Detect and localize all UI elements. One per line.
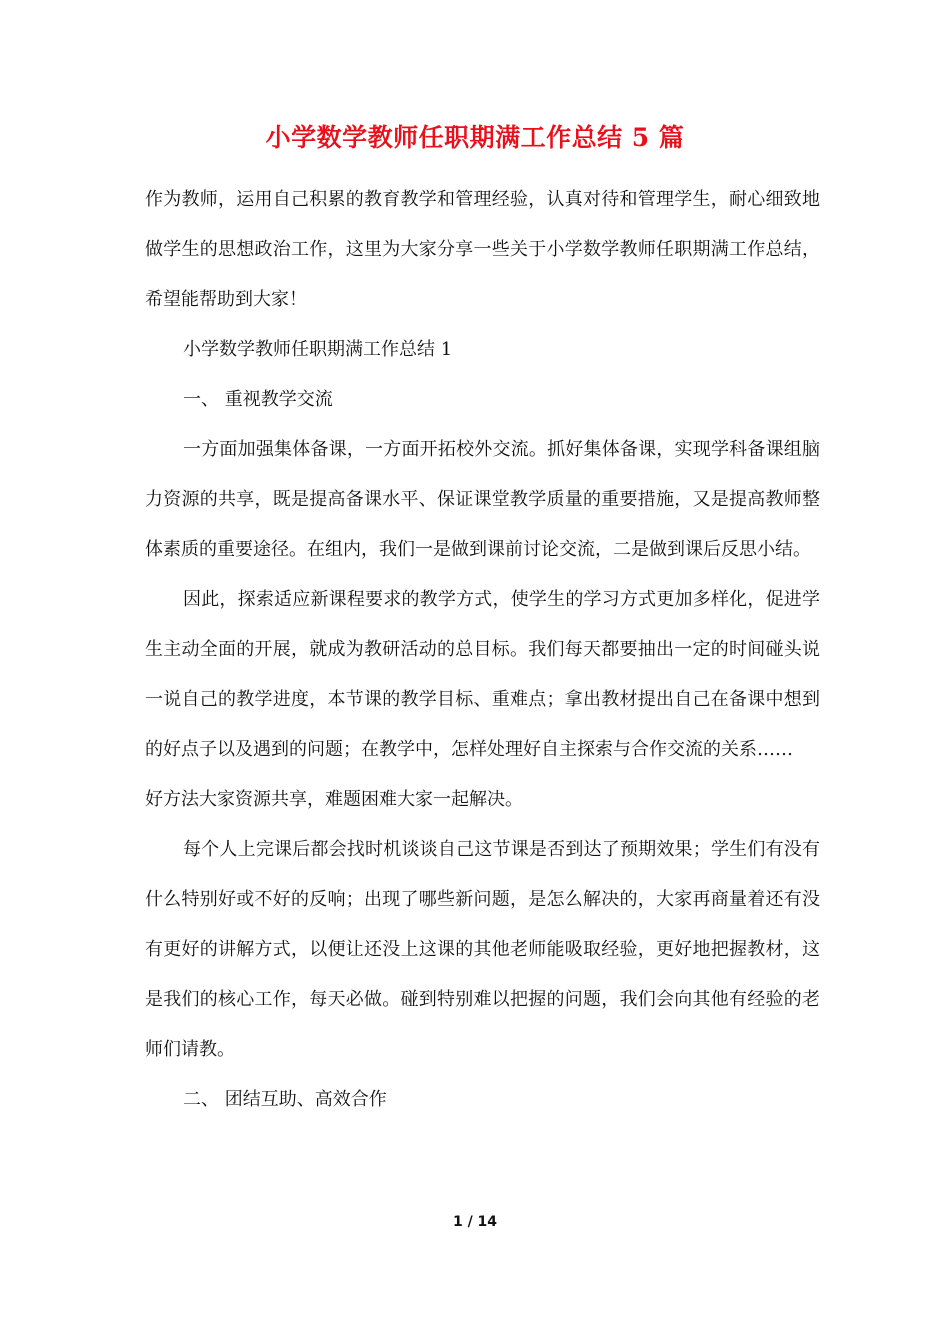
subheading-teamwork: 二、 团结互助、高效合作	[183, 1089, 387, 1110]
subheading-teaching-exchange: 一、 重视教学交流	[183, 389, 333, 410]
paragraph-after-class-review: 每个人上完课后都会找时机谈谈自己这节课是否到达了预期效果；学生们有没有什么特别好或不好的反响；出现了哪些新问题，是怎么解决的，大家再商量着还有没有更好的讲解方式，以便让还没上这课的其他老师能吸取经验，更好地把握教材，这是我们的核心工作，每天必做。碰到特别难以把握的问题，我们会向其他有经验的老师们请教。	[145, 839, 820, 1060]
document-body	[145, 175, 820, 1125]
page-indicator: 1 / 14	[452, 1214, 498, 1230]
paragraph-teaching-methods: 因此，探索适应新课程要求的教学方式，使学生的学习方式更加多样化，促进学生主动全面的开展，就成为教研活动的总目标。我们每天都要抽出一定的时间碰头说一说自己的教学进度，本节课的教学目标、重难点；拿出教材提出自己在备课中想到的好点子以及遇到的问题；在教学中，怎样处理好自主探索与合作交流的关系……	[145, 589, 820, 760]
section-heading-summary-1: 小学数学教师任职期满工作总结 1	[183, 339, 453, 360]
paragraph-resource-sharing: 好方法大家资源共享，难题困难大家一起解决。	[145, 789, 523, 810]
intro-paragraph: 作为教师，运用自己积累的教育教学和管理经验，认真对待和管理学生，耐心细致地做学生的思想政治工作，这里为大家分享一些关于小学数学教师任职期满工作总结，希望能帮助到大家！	[145, 189, 820, 310]
document-title: 小学数学教师任职期满工作总结 5 篇	[265, 123, 685, 152]
paragraph-collective-lesson-prep: 一方面加强集体备课，一方面开拓校外交流。抓好集体备课，实现学科备课组脑力资源的共享，既是提高备课水平、保证课堂教学质量的重要措施，又是提高教师整体素质的重要途径。在组内，我们一是做到课前讨论交流，二是做到课后反思小结。	[145, 439, 820, 560]
